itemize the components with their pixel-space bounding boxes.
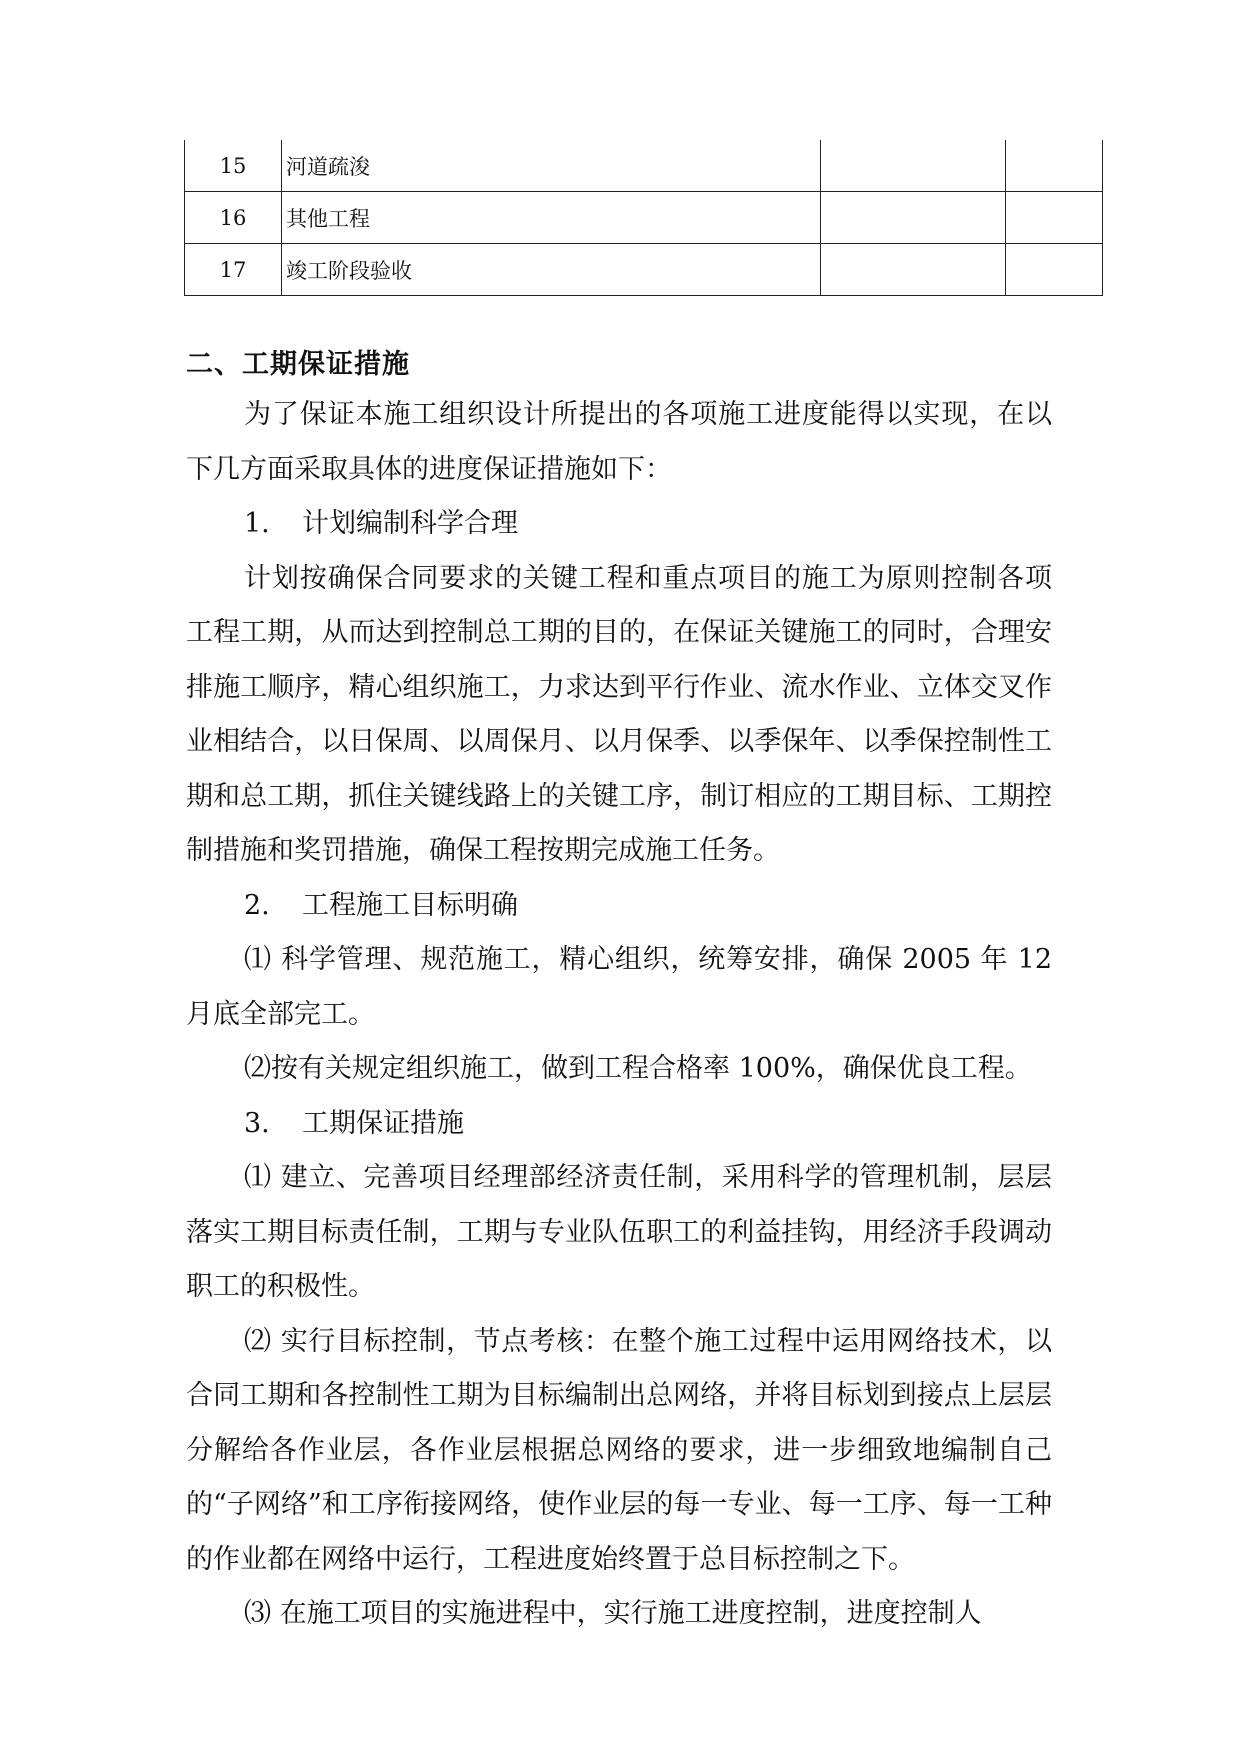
item3-number: 3. (244, 1107, 270, 1139)
item3-paragraph-1: ⑴ 建立、完善项目经理部经济责任制，采用科学的管理机制，层层落实工期目标责任制，工期与专业队伍职工的利益挂钩，用经济手段调动职工的积极性。 (186, 1162, 1052, 1302)
row-item-name: 其他工程 (282, 192, 821, 244)
row-item-name: 竣工阶段验收 (282, 244, 821, 296)
row-number: 17 (185, 244, 282, 296)
table-row (185, 140, 1103, 192)
row-cell-empty (821, 140, 1006, 192)
table-row (185, 192, 1103, 244)
row-cell-empty (821, 192, 1006, 244)
item3-heading (186, 1097, 1052, 1152)
item1-title: 计划编制科学合理 (302, 508, 518, 539)
row-cell-empty (1006, 140, 1103, 192)
item2-paragraph-2: ⑵按有关规定组织施工，做到工程合格率 100%，确保优良工程。 (244, 1053, 1032, 1084)
schedule-table (184, 140, 1103, 296)
item2-number: 2. (244, 889, 270, 921)
row-item-name: 河道疏浚 (282, 140, 821, 192)
table-row (185, 244, 1103, 296)
section-body (186, 388, 1052, 1642)
item2-heading (186, 879, 1052, 934)
item2-paragraph-1: ⑴ 科学管理、规范施工，精心组织，统筹安排，确保 2005 年 12 月底全部完工。 (186, 944, 1052, 1030)
item3-paragraph-3: ⑶ 在施工项目的实施进程中，实行施工进度控制，进度控制人 (244, 1598, 982, 1629)
row-cell-empty (1006, 244, 1103, 296)
item1-paragraph: 计划按确保合同要求的关键工程和重点项目的施工为原则控制各项工程工期，从而达到控制总工期的目的，在保证关键施工的同时，合理安排施工顺序，精心组织施工，力求达到平行作业、流水作业、立体交叉作业相结合，以日保周、以周保月、以月保季、以季保年、以季保控制性工期和总工期，抓住关键线路上的关键工序，制订相应的工期目标、工期控制措施和奖罚措施，确保工程按期完成施工任务。 (186, 562, 1052, 866)
item1-number: 1. (244, 508, 270, 539)
row-number: 15 (185, 140, 282, 192)
row-cell-empty (821, 244, 1006, 296)
item3-paragraph-2: ⑵ 实行目标控制，节点考核：在整个施工过程中运用网络技术，以合同工期和各控制性工期为目标编制出总网络，并将目标划到接点上层层分解给各作业层，各作业层根据总网络的要求，进一步细致地编制自己的“子网络”和工序衔接网络，使作业层的每一专业、每一工序、每一工种的作业都在网络中运行，工程进度始终置于总目标控制之下。 (186, 1325, 1052, 1575)
row-cell-empty (1006, 192, 1103, 244)
intro-paragraph: 为了保证本施工组织设计所提出的各项施工进度能得以实现，在以下几方面采取具体的进度保证措施如下： (186, 399, 1052, 485)
row-number: 16 (185, 192, 282, 244)
section-heading: 二、工期保证措施 (186, 349, 410, 380)
item1-heading (186, 497, 1052, 552)
item3-title: 工期保证措施 (302, 1107, 464, 1139)
item2-title: 工程施工目标明确 (302, 889, 518, 921)
